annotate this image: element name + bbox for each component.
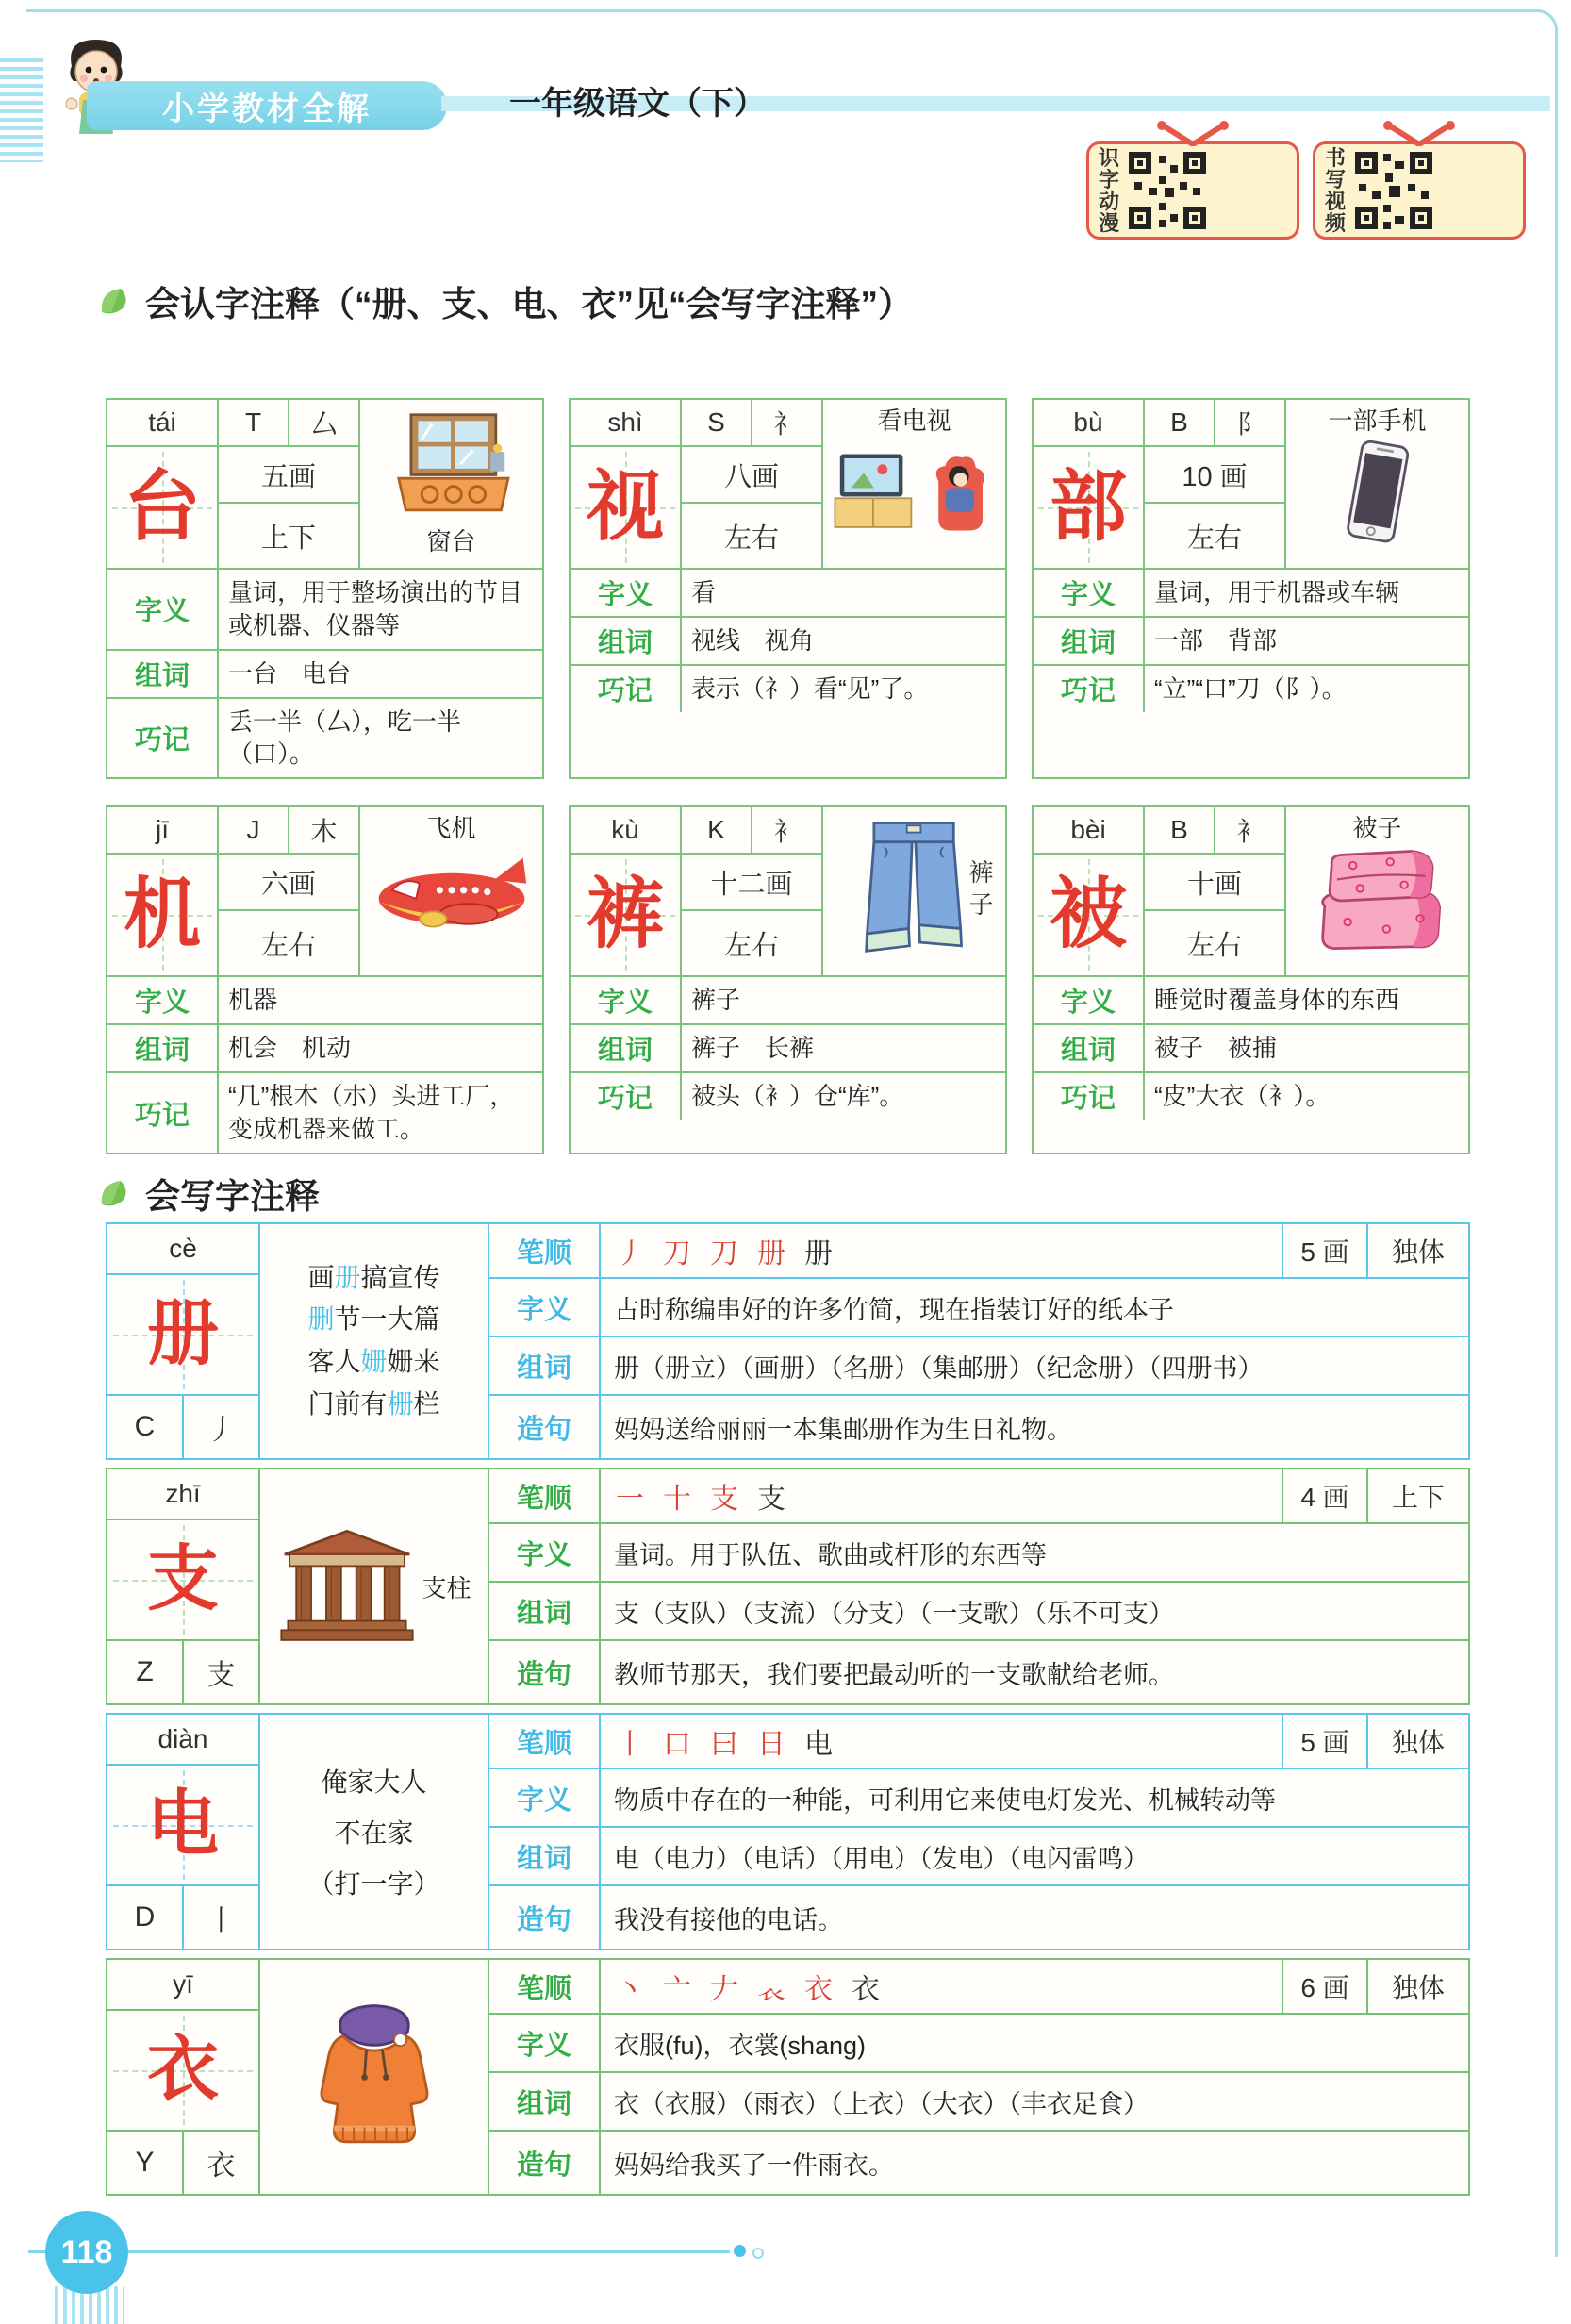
character: 部: [1049, 464, 1127, 550]
qr-panel-writing: [1313, 141, 1526, 240]
meaning-label: 字义: [1034, 977, 1145, 1023]
stroke-order-label: 笔顺: [489, 1224, 601, 1279]
pinyin: jī: [107, 807, 219, 855]
sentence-label: 造句: [489, 1641, 601, 1703]
words-text: 被子 被捕: [1154, 1034, 1278, 1063]
initial-letter: T: [219, 400, 289, 445]
mnemonic-label: 巧记: [1034, 1073, 1145, 1120]
character-card-shi: [569, 398, 1007, 779]
edition-title: 一年级语文（下）: [509, 86, 766, 122]
stroke-order-label: 笔顺: [489, 1469, 601, 1524]
initial-letter: S: [682, 400, 752, 445]
illustration-cell: [360, 400, 542, 568]
mnemonic-text: “皮”大衣（衤）。: [1154, 1082, 1331, 1111]
stroke-order-sequence: 一 十 支 支: [601, 1469, 1283, 1524]
radical: 衤: [773, 817, 801, 847]
quilt-illustration: [1298, 844, 1458, 957]
character: 视: [586, 464, 664, 550]
character-card-bei: [1032, 805, 1470, 1154]
character: 机: [123, 872, 201, 958]
words-text: 一部 背部: [1154, 626, 1278, 656]
meaning-label: 字义: [107, 977, 219, 1023]
words-text: 机会 机动: [228, 1034, 352, 1063]
initial-letter: C: [107, 1396, 184, 1458]
window-sill-illustration: [381, 411, 522, 523]
words-text: 裤子 长裤: [691, 1034, 815, 1063]
words-label: 组词: [571, 1025, 682, 1071]
words-label: 组词: [489, 1583, 601, 1641]
stroke-count: 4 画: [1283, 1469, 1368, 1524]
words-text: 衣（衣服）（雨衣）（上衣）（大衣）（丰衣足食）: [601, 2073, 1468, 2132]
words-text: 支（支队）（支流）（分支）（一支歌）（乐不可支）: [601, 1583, 1468, 1641]
qr-label: [1095, 147, 1123, 234]
radical: 礻: [773, 409, 801, 439]
character-cell: [107, 855, 219, 975]
stroke-count: 八画: [682, 447, 823, 504]
meaning-label: 字义: [489, 1769, 601, 1828]
structure: 左右: [1145, 504, 1286, 568]
hoodie-illustration: [304, 1999, 445, 2155]
qr-label-char: 识: [1098, 146, 1119, 170]
mnemonic-text: “立”“口”刀（阝）。: [1154, 674, 1347, 704]
qr-label-char: 写: [1324, 168, 1346, 191]
stroke-count: 5 画: [1283, 1715, 1368, 1769]
illustration-caption: 看电视: [877, 407, 951, 435]
sentence-text: 妈妈送给丽丽一本集邮册作为生日礼物。: [614, 1415, 1072, 1444]
airplane-illustration: [367, 844, 537, 950]
meaning-text: 衣服(fu)，衣裳(shang): [601, 2015, 1468, 2073]
qr-label-char: 频: [1324, 211, 1346, 235]
stroke-count: 10 画: [1145, 447, 1286, 504]
section-write-title-row: [96, 1168, 320, 1219]
qr-code-icon: [1353, 150, 1434, 231]
character-cell: [571, 447, 682, 568]
character-cell: [1034, 855, 1145, 975]
qr-label-char: 书: [1324, 146, 1346, 170]
qr-panel-recognition: [1086, 141, 1299, 240]
character-cell: [571, 855, 682, 975]
character: 被: [1049, 872, 1127, 958]
structure: 左右: [219, 911, 360, 975]
leaf-icon: [96, 1176, 132, 1210]
meaning-text: 机器: [228, 986, 278, 1015]
leaf-icon: [96, 284, 132, 318]
rhyme-line: 画册搞宣传: [307, 1262, 440, 1292]
meaning-label: 字义: [489, 1279, 601, 1337]
footer-rule: [28, 2250, 730, 2253]
mnemonic-text: 丢一半（厶），吃一半（口）。: [228, 706, 462, 769]
words-text: 一台 电台: [228, 658, 352, 688]
write-table-ce: [106, 1222, 1470, 1460]
mnemonic-label: 巧记: [107, 1073, 219, 1153]
qr-label: [1321, 147, 1349, 234]
corner-stripes-decoration: [0, 58, 43, 162]
words-text: 册（册立）（画册）（名册）（集邮册）（纪念册）（四册书）: [601, 1337, 1468, 1396]
section-recognize-title-row: [96, 275, 913, 326]
sentence-text: 妈妈给我买了一件雨衣。: [614, 2150, 894, 2180]
section-recognize-title: 会认字注释（“册、支、电、衣”见“会写字注释”）: [145, 285, 913, 324]
radical: 阝: [1236, 409, 1264, 439]
meaning-text: 看: [691, 578, 717, 607]
qr-label-char: 漫: [1098, 211, 1119, 235]
illustration-caption: 支柱: [422, 1573, 471, 1602]
footer-dot-icon: [752, 2248, 764, 2259]
meaning-text: 量词。用于队伍、歌曲或杆形的东西等: [601, 1524, 1468, 1583]
character: 台: [123, 464, 201, 550]
character-cell: [107, 2011, 258, 2132]
mnemonic-label: 巧记: [571, 666, 682, 712]
sentence-text: 我没有接他的电话。: [614, 1905, 843, 1934]
sentence-label: 造句: [489, 1886, 601, 1949]
character: 电: [147, 1784, 219, 1865]
character: 衣: [147, 2030, 219, 2110]
pinyin: kù: [571, 807, 682, 855]
pinyin: yī: [107, 1960, 258, 2011]
meaning-label: 字义: [571, 570, 682, 616]
sentence-label: 造句: [489, 2132, 601, 2194]
illustration-caption: 裤子: [966, 859, 994, 924]
words-label: 组词: [489, 1828, 601, 1886]
mnemonic-label: 巧记: [571, 1073, 682, 1120]
structure: 独体: [1368, 1960, 1468, 2015]
pinyin: bèi: [1034, 807, 1145, 855]
illustration-cell: [1286, 807, 1468, 975]
page-number-badge: [45, 2211, 128, 2294]
pinyin: tái: [107, 400, 219, 447]
structure: 左右: [682, 504, 823, 568]
character-cell: [107, 1520, 258, 1641]
mobile-phone-illustration: [1326, 437, 1430, 548]
character: 裤: [586, 872, 664, 958]
pillar-temple-illustration: [276, 1526, 418, 1647]
stroke-count: 五画: [219, 447, 360, 504]
sentence-label: 造句: [489, 1396, 601, 1458]
riddle-line: 俺家大人: [321, 1768, 427, 1797]
footer-dot-icon: [734, 2245, 746, 2257]
character-card-ji: [106, 805, 544, 1154]
stroke-order-label: 笔顺: [489, 1715, 601, 1769]
stroke-count: 6 画: [1283, 1960, 1368, 2015]
stroke-count: 十二画: [682, 855, 823, 911]
riddle-cell: [260, 1715, 489, 1949]
tv-antenna-icon: [1376, 120, 1463, 151]
illustration-caption: 被子: [1352, 814, 1402, 843]
meaning-text: 裤子: [691, 986, 741, 1015]
meaning-label: 字义: [1034, 570, 1145, 616]
initial-letter: Y: [107, 2132, 184, 2194]
mnemonic-text: “几”根木（朩）头进工厂，变成机器来做工。: [228, 1082, 515, 1144]
meaning-text: 量词，用于机器或车辆: [1154, 578, 1400, 607]
meaning-label: 字义: [489, 1524, 601, 1583]
stroke-order-sequence: 丶 亠 𠂇 𧘇 衣 衣: [601, 1960, 1283, 2015]
section-write-title: 会写字注释: [145, 1177, 320, 1216]
pinyin: shì: [571, 400, 682, 447]
structure: 左右: [1145, 911, 1286, 975]
character: 册: [147, 1294, 219, 1374]
write-table-zhi: [106, 1468, 1470, 1705]
stroke-count: 5 画: [1283, 1224, 1368, 1279]
pants-illustration: [858, 818, 971, 965]
meaning-text: 量词，用于整场演出的节目或机器、仪器等: [228, 578, 523, 639]
illustration-caption: 一部手机: [1328, 407, 1427, 435]
radical: 支: [207, 1660, 236, 1691]
pinyin: diàn: [107, 1715, 258, 1766]
radical: 木: [310, 817, 338, 847]
words-label: 组词: [107, 651, 219, 697]
character-cell: [107, 1766, 258, 1886]
meaning-label: 字义: [489, 2015, 601, 2073]
pinyin: bù: [1034, 400, 1145, 447]
words-label: 组词: [1034, 1025, 1145, 1071]
words-label: 组词: [571, 618, 682, 664]
initial-letter: Z: [107, 1641, 184, 1703]
page-number: 118: [60, 2233, 113, 2270]
radical: 丿: [207, 1415, 236, 1446]
structure: 独体: [1368, 1224, 1468, 1279]
illustration-cell: [260, 1960, 489, 2194]
illustration-cell: [1286, 400, 1468, 568]
pinyin: zhī: [107, 1469, 258, 1520]
meaning-label: 字义: [107, 570, 219, 649]
qr-label-char: 动: [1098, 190, 1119, 213]
qr-group: [1086, 141, 1526, 240]
qr-code-icon: [1127, 150, 1208, 231]
stroke-order-sequence: 丿 刀 刀 册 册: [601, 1224, 1283, 1279]
qr-label-char: 视: [1324, 190, 1346, 213]
radical: 衤: [1236, 817, 1264, 847]
watching-tv-illustration: [830, 437, 1000, 548]
stroke-order-label: 笔顺: [489, 1960, 601, 2015]
riddle-line: （打一字）: [307, 1869, 440, 1899]
illustration-cell: [823, 400, 1005, 568]
mnemonic-text: 被头（衤）仓“库”。: [691, 1082, 904, 1111]
radical: 衣: [207, 2150, 236, 2182]
character-cell: [107, 447, 219, 568]
illustration-caption: 窗台: [426, 526, 476, 556]
structure: 左右: [682, 911, 823, 975]
meaning-text: 物质中存在的一种能，可利用它来使电灯发光、机械转动等: [601, 1769, 1468, 1828]
character-cell: [1034, 447, 1145, 568]
structure: 上下: [1368, 1469, 1468, 1524]
rhyme-cell: [260, 1224, 489, 1458]
illustration-cell: [360, 807, 542, 975]
write-table-dian: [106, 1713, 1470, 1950]
initial-letter: B: [1145, 807, 1215, 853]
radical: 厶: [310, 409, 338, 439]
stroke-count: 十画: [1145, 855, 1286, 911]
brand-title: 小学教材全解: [162, 91, 372, 127]
character-card-tai: [106, 398, 544, 779]
rhyme-line: 删节一大篇: [307, 1304, 440, 1335]
character-card-ku: [569, 805, 1007, 1154]
illustration-cell: [823, 807, 1005, 975]
riddle-line: 不在家: [334, 1818, 414, 1848]
qr-label-char: 字: [1098, 168, 1119, 191]
character-cell: [107, 1275, 258, 1396]
initial-letter: K: [682, 807, 752, 853]
meaning-text: 古时称编串好的许多竹简，现在指装订好的纸本子: [601, 1279, 1468, 1337]
stroke-order-sequence: 丨 口 曰 日 电: [601, 1715, 1283, 1769]
words-text: 视线 视角: [691, 626, 815, 656]
tv-antenna-icon: [1149, 120, 1236, 151]
words-label: 组词: [489, 2073, 601, 2132]
mnemonic-label: 巧记: [107, 699, 219, 778]
illustration-cell: [260, 1469, 489, 1703]
structure: 上下: [219, 504, 360, 568]
stroke-count: 六画: [219, 855, 360, 911]
initial-letter: D: [107, 1886, 184, 1949]
words-label: 组词: [1034, 618, 1145, 664]
rhyme-line: 门前有栅栏: [307, 1388, 440, 1419]
words-label: 组词: [489, 1337, 601, 1396]
pinyin: cè: [107, 1224, 258, 1275]
brand-banner: [87, 81, 447, 130]
character: 支: [147, 1539, 219, 1619]
initial-letter: B: [1145, 400, 1215, 445]
illustration-caption: 飞机: [426, 814, 476, 843]
sentence-text: 教师节那天，我们要把最动听的一支歌献给老师。: [614, 1660, 1174, 1689]
initial-letter: J: [219, 807, 289, 853]
words-text: 电（电力）（电话）（用电）（发电）（电闪雷鸣）: [601, 1828, 1468, 1886]
meaning-label: 字义: [571, 977, 682, 1023]
write-table-yi: [106, 1958, 1470, 2196]
words-label: 组词: [107, 1025, 219, 1071]
structure: 独体: [1368, 1715, 1468, 1769]
meaning-text: 睡觉时覆盖身体的东西: [1154, 986, 1400, 1015]
recognize-cards-grid: [106, 398, 1473, 1154]
rhyme-line: 客人姗姗来: [307, 1347, 440, 1376]
mnemonic-label: 巧记: [1034, 666, 1145, 712]
radical: 丨: [207, 1905, 236, 1936]
character-card-bu: [1032, 398, 1470, 779]
mnemonic-text: 表示（礻）看“见”了。: [691, 674, 929, 704]
